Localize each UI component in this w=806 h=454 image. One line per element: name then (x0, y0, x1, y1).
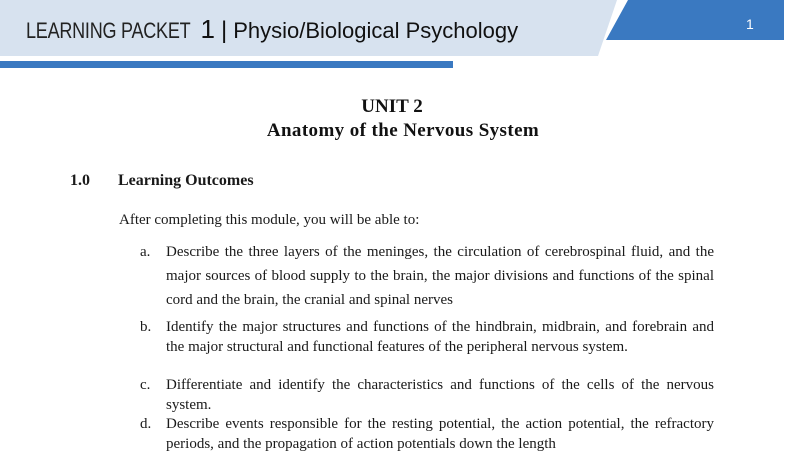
section-intro: After completing this module, you will be able to: (119, 212, 420, 228)
outcome-marker: a. (140, 244, 151, 260)
header-rule (0, 61, 453, 68)
outcome-item (140, 414, 714, 454)
section-title: Learning Outcomes (118, 172, 254, 189)
unit-title: UNIT 2 (361, 96, 423, 117)
header-title (26, 14, 518, 48)
page-number: 1 (746, 16, 754, 32)
packet-label: LEARNING PACKET (26, 18, 191, 43)
outcome-item (140, 317, 714, 357)
outcome-marker: d. (140, 416, 152, 432)
header-separator: | (220, 17, 228, 44)
page-header (0, 0, 784, 56)
outcome-text: Identify the major structures and functions of the hindbrain, midbrain, and forebrain and the major structural and functional features of the peripheral nervous system. (166, 319, 714, 355)
outcome-text: Describe the three layers of the meninges, the circulation of cerebrospinal fluid, and the major sources of blood supply to the brain, the major divisions and functions of the spinal cord and the brain, the cranial and spinal nerves (166, 244, 714, 308)
subject-title: Physio/Biological Psychology (233, 18, 519, 43)
section-number: 1.0 (70, 172, 90, 189)
unit-subtitle: Anatomy of the Nervous System (266, 120, 540, 141)
outcome-marker: b. (140, 319, 152, 335)
outcome-text: Describe events responsible for the resting potential, the action potential, the refractory periods, and the propagation of action potentials down the length (166, 416, 714, 452)
outcome-marker: c. (140, 377, 151, 393)
outcome-text: Differentiate and identify the characteristics and functions of the cells of the nervous system. (166, 377, 714, 413)
packet-number: 1 (200, 14, 215, 44)
outcome-item (140, 375, 714, 415)
outcome-item (140, 240, 714, 312)
header-accent-shape (606, 0, 784, 40)
